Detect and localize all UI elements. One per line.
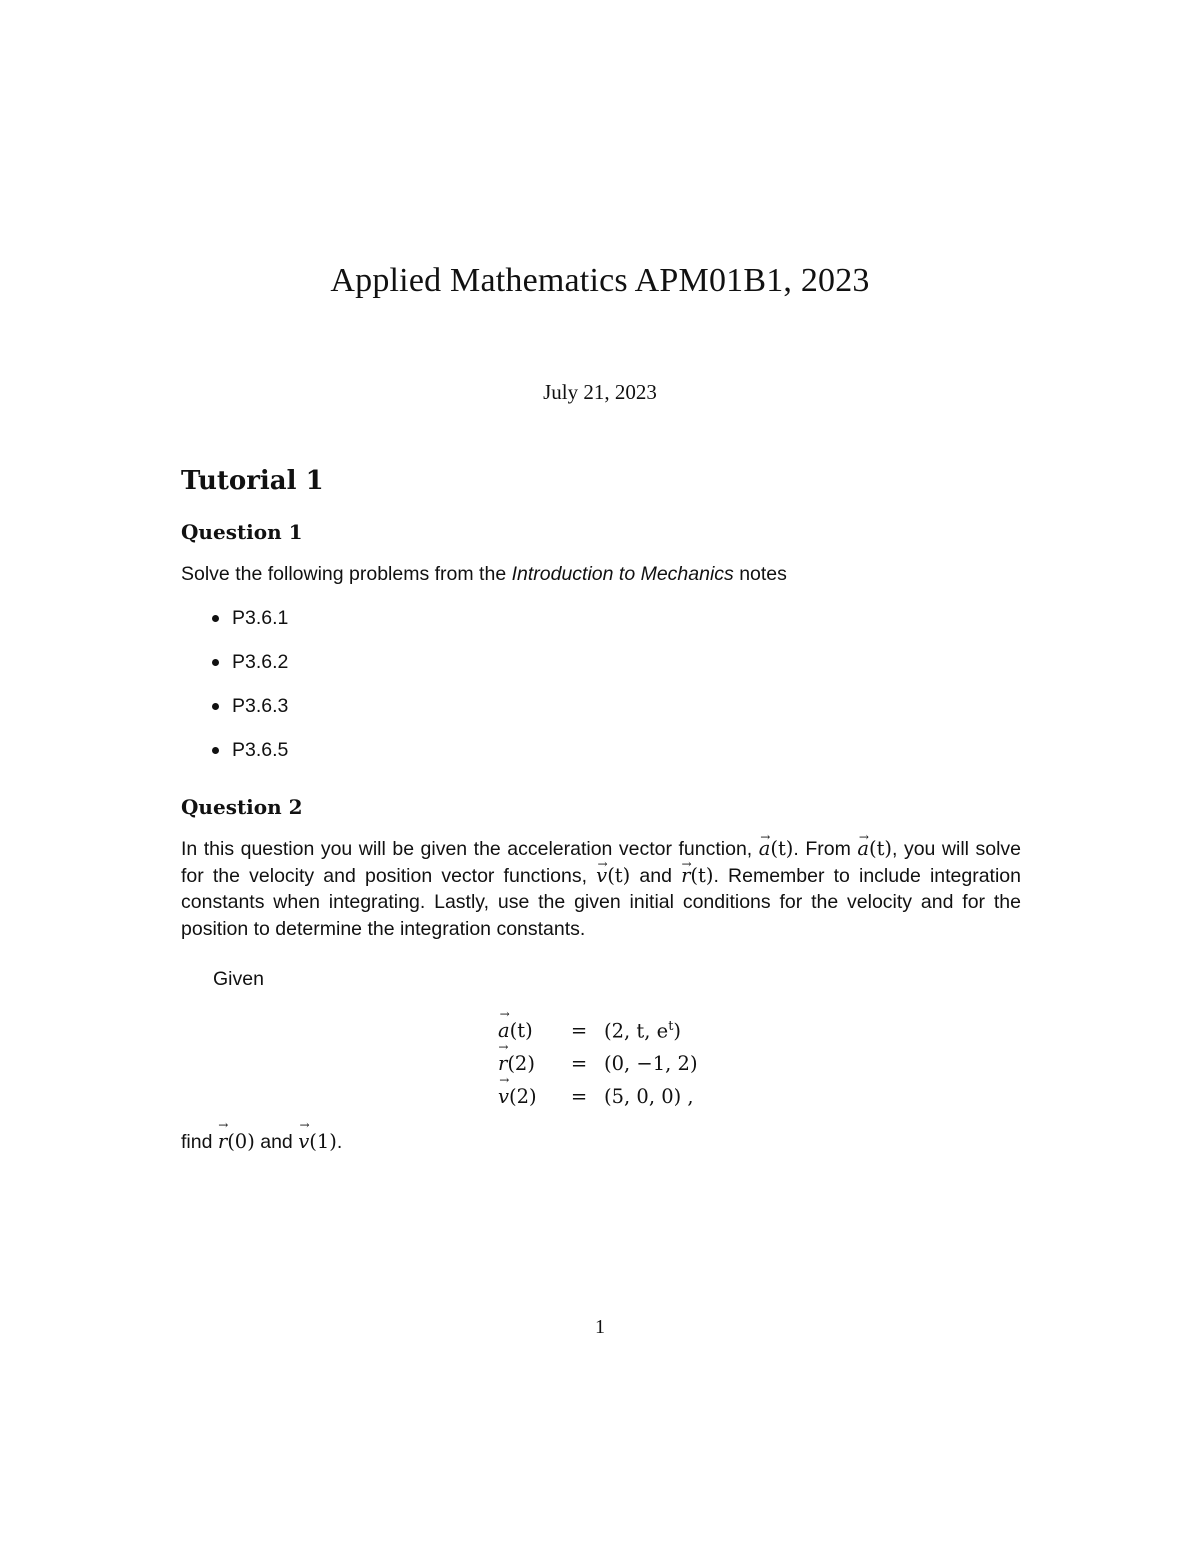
problem-label: P3.6.5 [232, 739, 289, 761]
q2-text-part: , you will solve for the velocity and position vector functions, [181, 838, 1022, 887]
vector-r: → r [218, 1130, 227, 1153]
problem-list [212, 605, 288, 781]
question-1-heading: Question 1 [181, 520, 303, 544]
vector-a: → a [498, 1019, 510, 1042]
question-1-intro [181, 561, 1021, 588]
list-item [212, 737, 288, 781]
vector-a: → a [857, 836, 869, 863]
velocity-arg: (t) [607, 863, 631, 887]
document-date: July 21, 2023 [543, 380, 657, 404]
q2-text-part: . From [793, 838, 858, 860]
find-statement [181, 1130, 342, 1154]
find-r-arg: (0) [227, 1130, 255, 1153]
position-arg: (t) [690, 863, 714, 887]
position-at-zero [218, 1130, 255, 1153]
q2-text-part: . Remember to include integration constants when integrating. Lastly, use the given initial conditions for the velocity and for the position to determine the integration constants. [181, 864, 1022, 940]
vector-r: → r [498, 1052, 507, 1075]
equation-lhs [498, 1052, 554, 1075]
equation-position [498, 1047, 698, 1080]
problem-label: P3.6.1 [232, 607, 289, 629]
equals-sign: = [570, 1019, 588, 1042]
equation-arg: (t) [509, 1019, 533, 1042]
exponent: t [668, 1018, 674, 1034]
position-symbol [681, 864, 713, 887]
velocity-at-one [298, 1130, 337, 1153]
find-suffix: . [336, 1131, 343, 1153]
equation-rhs-value: (2, t, e [604, 1019, 669, 1043]
acceleration-arg: (t) [868, 837, 893, 860]
question-2-paragraph [181, 836, 1021, 942]
list-item [212, 693, 288, 737]
find-mid: and [254, 1131, 299, 1153]
find-v-arg: (1) [309, 1130, 337, 1153]
equation-lhs [498, 1085, 554, 1108]
question-2-heading: Question 2 [181, 795, 303, 819]
equation-rhs-value: (5, 0, 0) , [604, 1085, 694, 1108]
equation-arg: (2) [507, 1052, 535, 1075]
problem-label: P3.6.3 [232, 695, 289, 717]
rhs-close: ) [673, 1019, 682, 1043]
question-1-intro-before: Solve the following problems from the [181, 563, 512, 585]
acceleration-arg: (t) [770, 837, 794, 860]
tutorial-heading: Tutorial 1 [181, 466, 324, 496]
equals-sign: = [570, 1085, 588, 1108]
vector-v: → v [596, 863, 607, 890]
bullet-icon [212, 703, 219, 710]
acceleration-symbol [759, 837, 794, 860]
document-title: Applied Mathematics APM01B1, 2023 [330, 262, 870, 299]
vector-v: → v [298, 1130, 309, 1153]
equals-sign: = [570, 1052, 588, 1075]
given-label: Given [213, 968, 264, 990]
q2-text-part: In this question you will be given the acceleration vector function, [181, 838, 759, 860]
vector-r: → r [681, 863, 690, 890]
bullet-icon [212, 747, 219, 754]
list-item [212, 605, 288, 649]
vector-v: → v [498, 1085, 509, 1108]
find-prefix: find [181, 1131, 218, 1153]
q2-text-part: and [630, 864, 682, 887]
bullet-icon [212, 659, 219, 666]
equation-rhs-value: (0, −1, 2) [604, 1052, 698, 1075]
acceleration-symbol [857, 837, 892, 860]
given-equations [498, 1014, 698, 1113]
equation-velocity [498, 1080, 698, 1113]
question-1-intro-after: notes [733, 563, 787, 585]
equation-lhs [498, 1019, 554, 1042]
velocity-symbol [596, 864, 630, 887]
page-number: 1 [595, 1316, 605, 1338]
equation-arg: (2) [509, 1085, 537, 1108]
vector-a: → a [759, 836, 771, 863]
equation-rhs [604, 1019, 681, 1043]
notes-title: Introduction to Mechanics [511, 563, 734, 585]
bullet-icon [212, 615, 219, 622]
problem-label: P3.6.2 [232, 651, 289, 673]
list-item [212, 649, 288, 693]
equation-acceleration [498, 1014, 698, 1047]
